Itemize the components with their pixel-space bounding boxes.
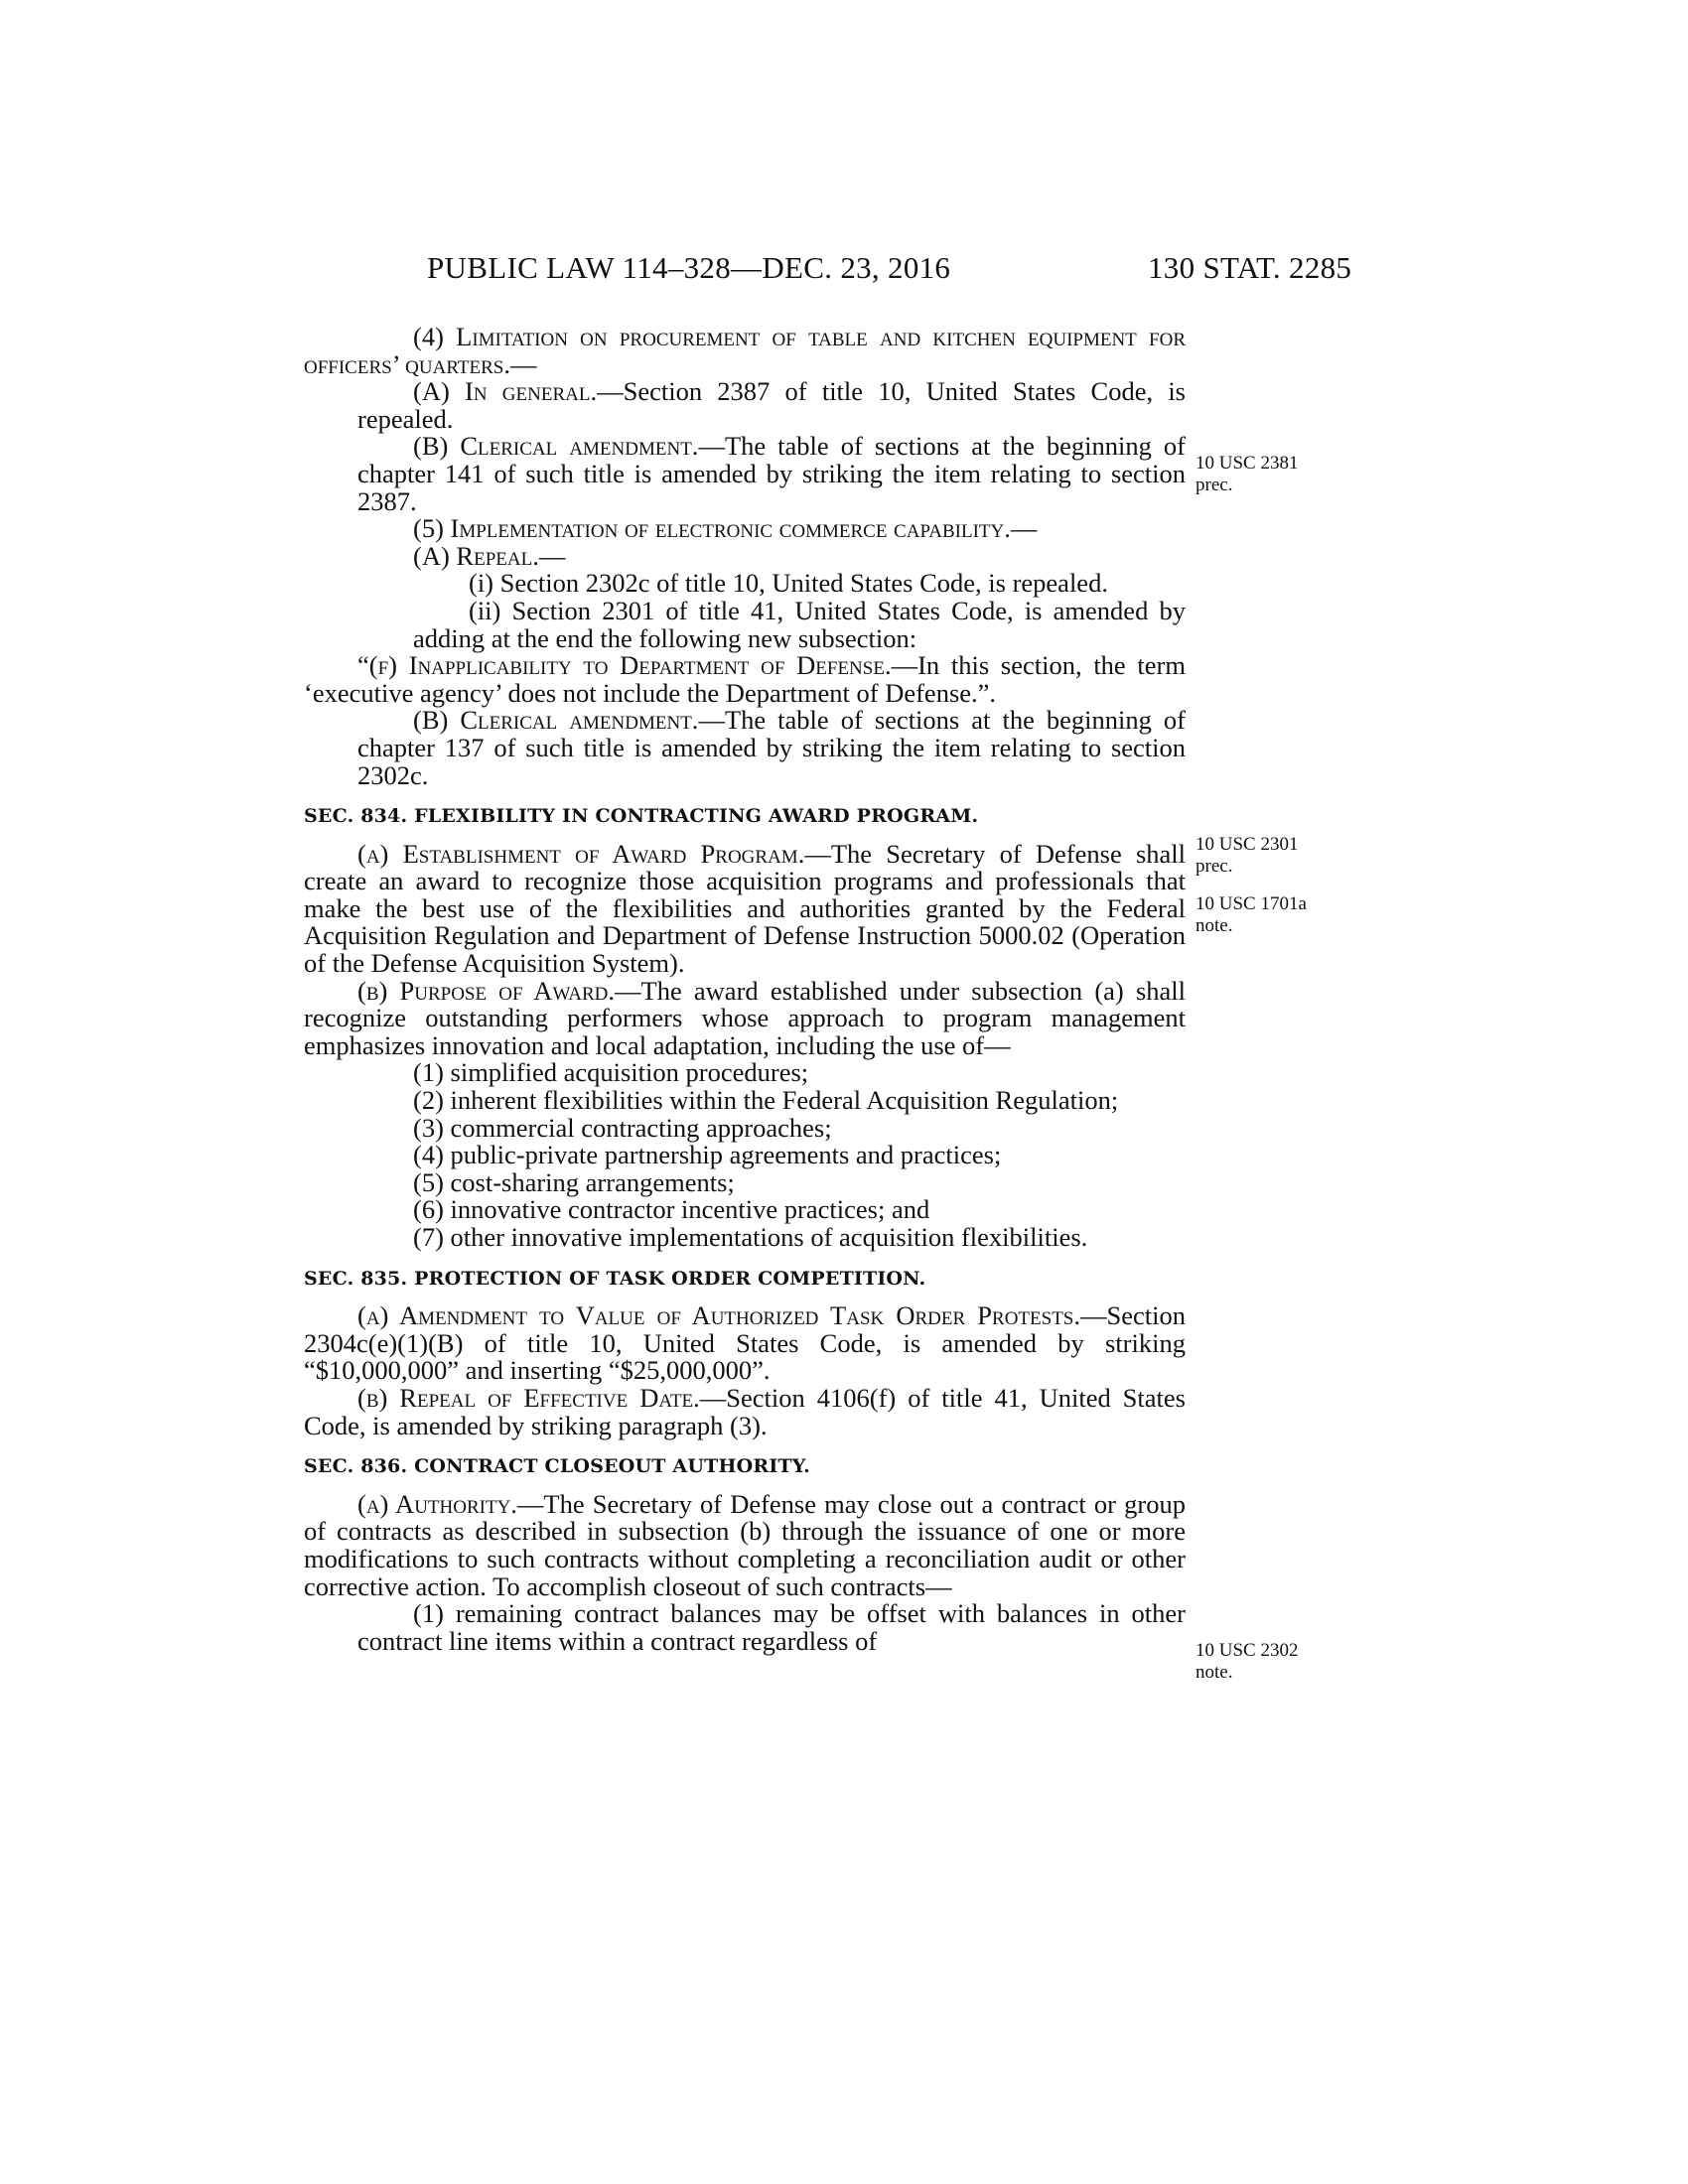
running-header [0, 250, 1688, 290]
paragraph-4b-heading: (B) Clerical amendment. [413, 431, 699, 462]
paragraph-4-heading [304, 324, 1186, 378]
list-item: (3) commercial contracting approaches; [413, 1112, 832, 1143]
paragraph-4b-text: —The table of sections at the beginning of chapter 141 of such title is amended by striking the item relating to section 2387. [357, 431, 1186, 516]
paragraph-5a-heading [304, 540, 1186, 571]
paragraph-4a-text: —Section 2387 of title 10, United States Code, is repealed. [357, 376, 1186, 434]
section-835-heading: SEC. 835. PROTECTION OF TASK ORDER COMPETITION. [304, 1267, 926, 1290]
margin-note-3-line-1: 10 USC 1701a [1196, 893, 1307, 914]
margin-note-2-line-1: 10 USC 2301 [1196, 834, 1299, 855]
paragraph-5a-heading-text: (A) Repeal.— [413, 540, 566, 571]
section-835-a [304, 1302, 1186, 1385]
paragraph-5b [304, 707, 1186, 789]
paragraph-4-heading-text: (4) Limitation on procurement of table and kitchen equipment for officers’ quarters.— [304, 322, 1186, 379]
margin-note-4-line-1: 10 USC 2302 [1196, 1640, 1299, 1661]
list-item: (1) simplified acquisition procedures; [413, 1057, 809, 1088]
paragraph-5-heading-text: (5) Implementation of electronic commerce capability.— [413, 513, 1038, 544]
margin-note-4-line-2: note. [1196, 1662, 1233, 1683]
paragraph-4b [304, 433, 1186, 515]
list-item: (4) public-private partnership agreements and practices; [413, 1140, 1002, 1170]
section-835-a-text: —Section 2304c(e)(1)(B) of title 10, United States Code, is amended by striking “$10,000,000” and inserting “$25,000,000”. [304, 1300, 1186, 1386]
list-item: (5) cost-sharing arrangements; [413, 1166, 735, 1197]
section-835-b-heading: (b) Repeal of Effective Date. [357, 1382, 700, 1413]
section-834-a-text: —The Secretary of Defense shall create an award to recognize those acquisition programs and professionals that make the best use of the flexibilities and authorities granted by the Federal Acquisition Regulation and Department of Defense Instruction 5000.02 (Operation of the Defense Acquisition System). [304, 838, 1187, 979]
paragraph-5-heading [304, 515, 1186, 543]
section-834-b-heading: (b) Purpose of Award. [357, 975, 616, 1006]
paragraph-5a-i: (i) Section 2302c of title 10, United States Code, is repealed. [469, 568, 1108, 599]
section-835-a-heading: (a) Amendment to Value of Authorized Task Order Protests. [357, 1300, 1080, 1331]
section-834-b-text: —The award established under subsection (a) shall recognize outstanding performers whose approach to program management emphasizes innovation and local adaptation, including the use of— [304, 975, 1186, 1060]
paragraph-5a-ii: (ii) Section 2301 of title 41, United States Code, is amended by adding at the end the following new subsection: [413, 595, 1186, 653]
margin-note-2-line-2: prec. [1196, 856, 1233, 877]
quoted-subsection-text: —In this section, the term ‘executive agency’ does not include the Department of Defense.”. [304, 650, 1186, 708]
section-836-a-text: —The Secretary of Defense may close out a contract or group of contracts as described in subsection (b) through the issuance of one or more modifications to such contracts without completing a reconciliation audit or other corrective action. To accomplish closeout of such contracts— [304, 1488, 1186, 1601]
section-834-b [304, 975, 1186, 1060]
section-834-a-heading: (a) Establishment of Award Program. [357, 838, 805, 869]
header-title: PUBLIC LAW 114–328—DEC. 23, 2016 [427, 250, 951, 285]
margin-note-1-line-1: 10 USC 2381 [1196, 453, 1299, 474]
section-834-heading: SEC. 834. FLEXIBILITY IN CONTRACTING AWARD PROGRAM. [304, 805, 979, 828]
section-836-heading: SEC. 836. CONTRACT CLOSEOUT AUTHORITY. [304, 1455, 810, 1478]
quoted-subsection-heading: “(f) Inapplicability to Department of Defense. [357, 650, 892, 681]
paragraph-5b-heading: (B) Clerical amendment. [413, 705, 699, 736]
quoted-subsection-f [304, 652, 1186, 707]
margin-note-3-line-2: note. [1196, 915, 1233, 936]
paragraph-4a-heading: (A) In general. [413, 376, 598, 407]
list-item: (6) innovative contractor incentive practices; and [413, 1194, 930, 1225]
paragraph-4a [304, 378, 1186, 433]
list-item: (7) other innovative implementations of acquisition flexibilities. [413, 1222, 1088, 1252]
section-834-a [304, 838, 1187, 979]
document-body [304, 324, 1186, 1655]
section-835-b-text: —Section 4106(f) of title 41, United States Code, is amended by striking paragraph (3). [304, 1382, 1186, 1440]
section-836-a-heading: (a) Authority. [357, 1488, 517, 1519]
section-836-a-1: (1) remaining contract balances may be offset with balances in other contract line items within a contract regardless of [357, 1598, 1186, 1656]
section-835-b [304, 1382, 1186, 1440]
header-stat-page: 130 STAT. 2285 [1148, 250, 1352, 285]
paragraph-5b-text: —The table of sections at the beginning of chapter 137 of such title is amended by striking the item relating to section 2302c. [357, 705, 1186, 790]
margin-note-1-line-2: prec. [1196, 475, 1233, 495]
list-item: (2) inherent flexibilities within the Federal Acquisition Regulation; [413, 1085, 1119, 1116]
section-836-a [304, 1488, 1186, 1601]
